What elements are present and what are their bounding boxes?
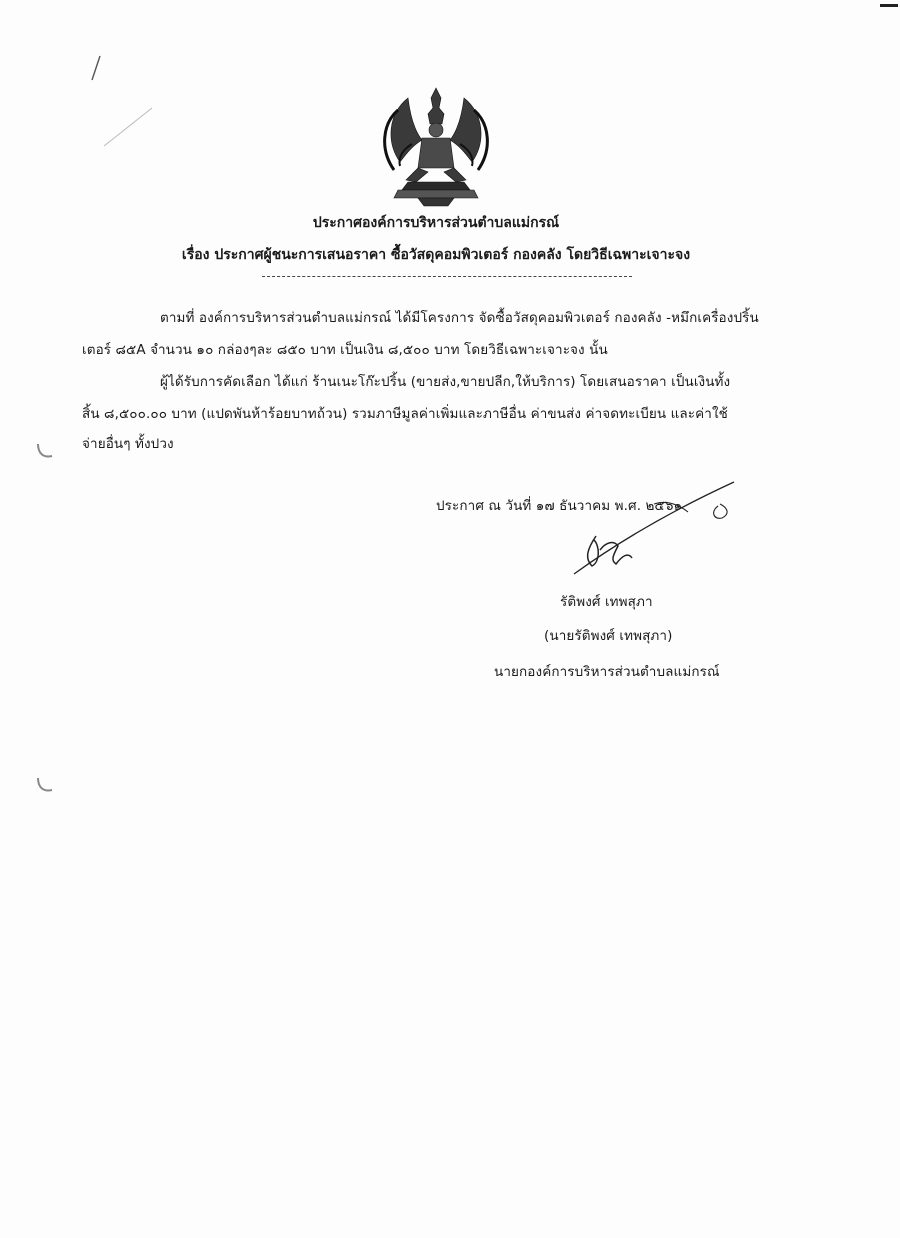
pen-mark	[86, 46, 156, 156]
punch-hole-mark	[34, 438, 58, 462]
paragraph-1-line-1: ตามที่ องค์การบริหารส่วนตำบลแม่กรณ์ ได้มีโครงการ จัดซื้อวัสดุคอมพิวเตอร์ กองคลัง -หมึกเครื่องปริ้น	[160, 310, 759, 326]
paragraph-2-line-2: สิ้น ๘,๕๐๐.๐๐ บาท (แปดพันห้าร้อยบาทถ้วน) รวมภาษีมูลค่าเพิ่มและภาษีอื่น ค่าขนส่ง ค่าจดทะเบียน และค่าใช้	[82, 406, 728, 422]
divider-line	[262, 276, 632, 277]
announcement-date: ประกาศ ณ วันที่ ๑๗ ธันวาคม พ.ศ. ๒๕๖๑	[436, 498, 683, 514]
paragraph-1-line-2: เตอร์ ๘๕A จำนวน ๑๐ กล่องๆละ ๘๕๐ บาท เป็นเงิน ๘,๕๐๐ บาท โดยวิธีเฉพาะเจาะจง นั้น	[82, 342, 608, 358]
signer-name: รัติพงศ์ เทพสุภา	[560, 594, 653, 610]
handwritten-signature	[570, 476, 740, 576]
paragraph-2-line-3: จ่ายอื่นๆ ทั้งปวง	[82, 436, 174, 452]
scan-edge-mark	[880, 4, 898, 7]
punch-hole-mark	[34, 772, 58, 796]
paragraph-2-line-1: ผู้ได้รับการคัดเลือก ได้แก่ ร้านเนะโก๊ะปริ้น (ขายส่ง,ขายปลีก,ให้บริการ) โดยเสนอราคา เป็นเงินทั้ง	[160, 374, 731, 390]
signer-full-name: (นายรัติพงศ์ เทพสุภา)	[544, 628, 673, 644]
thai-garuda-emblem-icon	[378, 84, 494, 208]
signer-position: นายกองค์การบริหารส่วนตำบลแม่กรณ์	[494, 664, 720, 680]
announcement-title: ประกาศองค์การบริหารส่วนตำบลแม่กรณ์	[312, 215, 560, 231]
announcement-subject: เรื่อง ประกาศผู้ชนะการเสนอราคา ซื้อวัสดุคอมพิวเตอร์ กองคลัง โดยวิธีเฉพาะเจาะจง	[181, 247, 691, 263]
